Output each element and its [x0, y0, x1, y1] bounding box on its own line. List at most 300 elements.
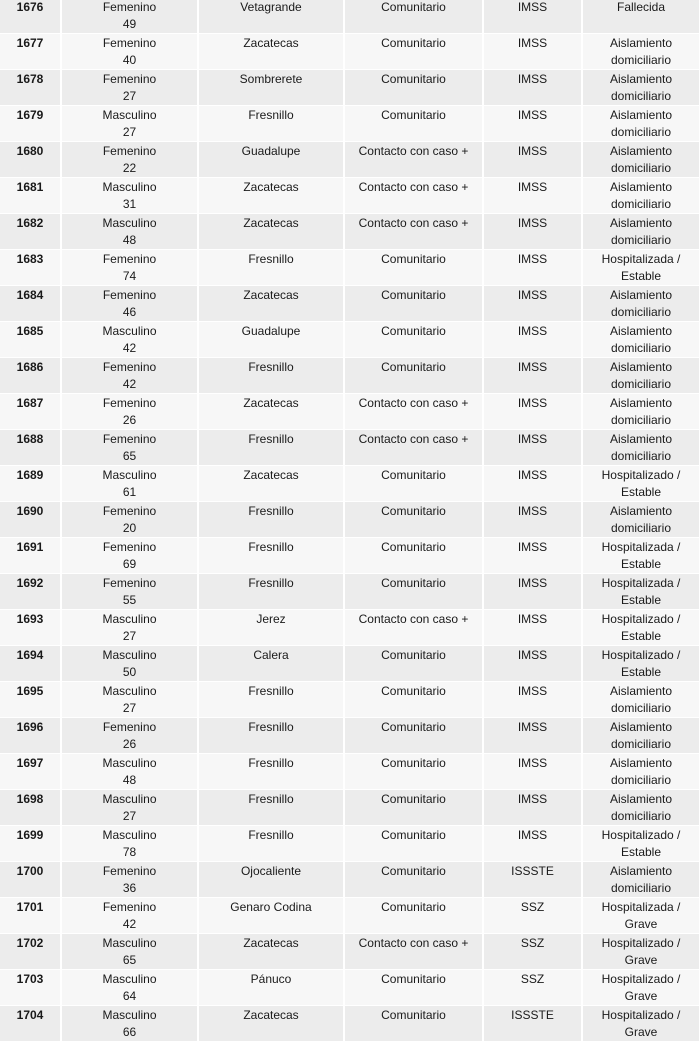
case-id-cell: 1691: [0, 538, 61, 574]
sex-age-cell: [61, 0, 198, 34]
transmission-type-cell: Contacto con caso +: [344, 430, 483, 466]
age-text: 64: [122, 989, 137, 1003]
case-id-cell: 1687: [0, 394, 61, 430]
institution-cell: SSZ: [483, 970, 582, 1006]
status-line-2: Grave: [624, 989, 658, 1003]
status-cell: [582, 502, 700, 538]
municipality-cell: Fresnillo: [198, 250, 344, 286]
status-line-1: Hospitalizado /: [601, 612, 681, 626]
municipality-cell: Fresnillo: [198, 718, 344, 754]
sex-text: Femenino: [102, 540, 157, 554]
municipality-cell: Genaro Codina: [198, 898, 344, 934]
municipality-cell: Zacatecas: [198, 214, 344, 250]
sex-text: Femenino: [102, 900, 157, 914]
status-cell: [582, 898, 700, 934]
table-row: [0, 250, 700, 286]
institution-cell: IMSS: [483, 214, 582, 250]
table-row: [0, 70, 700, 106]
table-row: [0, 286, 700, 322]
status-cell: [582, 790, 700, 826]
sex-age-cell: [61, 322, 198, 358]
status-line-2: domiciliario: [610, 521, 672, 535]
case-id-cell: 1703: [0, 970, 61, 1006]
status-line-2: Estable: [620, 485, 662, 499]
status-cell: [582, 970, 700, 1006]
status-line-2: domiciliario: [610, 125, 672, 139]
age-text: 74: [122, 269, 137, 283]
status-line-1: Aislamiento: [609, 432, 673, 446]
transmission-type-cell: Comunitario: [344, 970, 483, 1006]
case-id-cell: 1681: [0, 178, 61, 214]
institution-cell: IMSS: [483, 178, 582, 214]
table-row: [0, 0, 700, 34]
age-text: 20: [122, 521, 137, 535]
transmission-type-cell: Comunitario: [344, 790, 483, 826]
status-cell: [582, 106, 700, 142]
municipality-cell: Jerez: [198, 610, 344, 646]
status-line-2: Grave: [624, 953, 658, 967]
sex-age-cell: [61, 106, 198, 142]
status-line-1: Hospitalizado /: [601, 828, 681, 842]
table-row: [0, 646, 700, 682]
sex-text: Masculino: [102, 684, 157, 698]
municipality-cell: Sombrerete: [198, 70, 344, 106]
institution-cell: IMSS: [483, 430, 582, 466]
sex-text: Femenino: [102, 36, 157, 50]
status-line-2: domiciliario: [610, 161, 672, 175]
case-id-cell: 1697: [0, 754, 61, 790]
age-text: 31: [122, 197, 137, 211]
sex-text: Masculino: [102, 1008, 157, 1022]
age-text: 42: [122, 377, 137, 391]
status-line-1: Hospitalizada /: [601, 576, 681, 590]
case-id-cell: 1695: [0, 682, 61, 718]
age-text: 46: [122, 305, 137, 319]
status-line-1: Aislamiento: [609, 504, 673, 518]
status-line-1: Aislamiento: [609, 396, 673, 410]
status-line-1: Hospitalizado /: [601, 936, 681, 950]
status-cell: [582, 574, 700, 610]
transmission-type-cell: Comunitario: [344, 1006, 483, 1042]
sex-text: Masculino: [102, 792, 157, 806]
institution-cell: IMSS: [483, 538, 582, 574]
status-line-1: Aislamiento: [609, 216, 673, 230]
municipality-cell: Zacatecas: [198, 466, 344, 502]
municipality-cell: Fresnillo: [198, 682, 344, 718]
age-text: 42: [122, 917, 137, 931]
status-cell: [582, 142, 700, 178]
sex-text: Masculino: [102, 756, 157, 770]
transmission-type-cell: Comunitario: [344, 718, 483, 754]
status-line-1: Hospitalizada /: [601, 252, 681, 266]
status-line-1: Aislamiento: [609, 288, 673, 302]
municipality-cell: Fresnillo: [198, 754, 344, 790]
transmission-type-cell: Comunitario: [344, 466, 483, 502]
transmission-type-cell: Comunitario: [344, 574, 483, 610]
transmission-type-cell: Comunitario: [344, 70, 483, 106]
sex-text: Masculino: [102, 468, 157, 482]
table-row: [0, 934, 700, 970]
municipality-cell: Fresnillo: [198, 430, 344, 466]
case-id-cell: 1692: [0, 574, 61, 610]
sex-text: Masculino: [102, 936, 157, 950]
case-id-cell: 1680: [0, 142, 61, 178]
institution-cell: IMSS: [483, 754, 582, 790]
age-text: 42: [122, 341, 137, 355]
institution-cell: IMSS: [483, 826, 582, 862]
table-row: [0, 322, 700, 358]
age-text: 61: [122, 485, 137, 499]
status-line-1: Hospitalizado /: [601, 1008, 681, 1022]
institution-cell: IMSS: [483, 646, 582, 682]
sex-age-cell: [61, 430, 198, 466]
table-row: [0, 970, 700, 1006]
sex-age-cell: [61, 646, 198, 682]
status-cell: [582, 610, 700, 646]
municipality-cell: Zacatecas: [198, 1006, 344, 1042]
case-id-cell: 1704: [0, 1006, 61, 1042]
sex-age-cell: [61, 754, 198, 790]
status-line-2: domiciliario: [610, 449, 672, 463]
table-row: [0, 430, 700, 466]
status-cell: [582, 934, 700, 970]
table-row: [0, 610, 700, 646]
age-text: 65: [122, 449, 137, 463]
municipality-cell: Fresnillo: [198, 574, 344, 610]
table-row: [0, 34, 700, 70]
institution-cell: IMSS: [483, 718, 582, 754]
institution-cell: IMSS: [483, 142, 582, 178]
table-row: [0, 106, 700, 142]
institution-cell: IMSS: [483, 682, 582, 718]
status-line-2: domiciliario: [610, 881, 672, 895]
status-line-1: Fallecida: [616, 0, 666, 14]
sex-age-cell: [61, 934, 198, 970]
sex-age-cell: [61, 610, 198, 646]
status-line-1: Aislamiento: [609, 108, 673, 122]
age-text: 26: [122, 737, 137, 751]
sex-age-cell: [61, 466, 198, 502]
status-line-2: domiciliario: [610, 377, 672, 391]
table-row: [0, 1006, 700, 1042]
municipality-cell: Vetagrande: [198, 0, 344, 34]
table-row: [0, 214, 700, 250]
table-row: [0, 826, 700, 862]
sex-text: Masculino: [102, 324, 157, 338]
case-id-cell: 1701: [0, 898, 61, 934]
status-line-1: Aislamiento: [609, 360, 673, 374]
status-line-2: domiciliario: [610, 737, 672, 751]
municipality-cell: Zacatecas: [198, 394, 344, 430]
sex-text: Femenino: [102, 396, 157, 410]
case-id-cell: 1679: [0, 106, 61, 142]
table-row: [0, 574, 700, 610]
case-id-cell: 1685: [0, 322, 61, 358]
table-row: [0, 358, 700, 394]
status-line-2: domiciliario: [610, 413, 672, 427]
transmission-type-cell: Comunitario: [344, 538, 483, 574]
municipality-cell: Fresnillo: [198, 790, 344, 826]
status-cell: [582, 682, 700, 718]
sex-age-cell: [61, 718, 198, 754]
status-line-1: Aislamiento: [609, 72, 673, 86]
status-line-2: Estable: [620, 557, 662, 571]
status-line-2: Estable: [620, 269, 662, 283]
sex-age-cell: [61, 970, 198, 1006]
status-cell: [582, 70, 700, 106]
sex-text: Femenino: [102, 504, 157, 518]
transmission-type-cell: Comunitario: [344, 322, 483, 358]
transmission-type-cell: Contacto con caso +: [344, 214, 483, 250]
case-id-cell: 1682: [0, 214, 61, 250]
sex-age-cell: [61, 574, 198, 610]
case-id-cell: 1694: [0, 646, 61, 682]
status-line-1: Aislamiento: [609, 324, 673, 338]
sex-text: Masculino: [102, 648, 157, 662]
sex-text: Femenino: [102, 360, 157, 374]
municipality-cell: Zacatecas: [198, 286, 344, 322]
status-cell: [582, 394, 700, 430]
status-cell: [582, 322, 700, 358]
institution-cell: IMSS: [483, 250, 582, 286]
municipality-cell: Zacatecas: [198, 934, 344, 970]
status-line-2: Estable: [620, 593, 662, 607]
municipality-cell: Fresnillo: [198, 106, 344, 142]
case-id-cell: 1684: [0, 286, 61, 322]
status-line-2: domiciliario: [610, 341, 672, 355]
case-id-cell: 1688: [0, 430, 61, 466]
sex-text: Femenino: [102, 864, 157, 878]
sex-text: Femenino: [102, 252, 157, 266]
table-row: [0, 862, 700, 898]
status-line-2: Estable: [620, 845, 662, 859]
municipality-cell: Zacatecas: [198, 34, 344, 70]
transmission-type-cell: Contacto con caso +: [344, 394, 483, 430]
case-id-cell: 1702: [0, 934, 61, 970]
sex-age-cell: [61, 826, 198, 862]
transmission-type-cell: Contacto con caso +: [344, 178, 483, 214]
status-line-1: Aislamiento: [609, 756, 673, 770]
institution-cell: IMSS: [483, 502, 582, 538]
institution-cell: IMSS: [483, 34, 582, 70]
sex-age-cell: [61, 898, 198, 934]
status-line-2: domiciliario: [610, 53, 672, 67]
municipality-cell: Fresnillo: [198, 538, 344, 574]
table-row: [0, 394, 700, 430]
status-cell: [582, 466, 700, 502]
transmission-type-cell: Comunitario: [344, 682, 483, 718]
municipality-cell: Guadalupe: [198, 322, 344, 358]
case-id-cell: 1696: [0, 718, 61, 754]
age-text: 66: [122, 1025, 137, 1039]
age-text: 50: [122, 665, 137, 679]
institution-cell: SSZ: [483, 898, 582, 934]
sex-age-cell: [61, 250, 198, 286]
sex-text: Femenino: [102, 720, 157, 734]
status-line-1: Aislamiento: [609, 792, 673, 806]
case-id-cell: 1699: [0, 826, 61, 862]
status-line-1: Hospitalizado /: [601, 648, 681, 662]
sex-text: Masculino: [102, 180, 157, 194]
status-line-2: Grave: [624, 1025, 658, 1039]
age-text: 36: [122, 881, 137, 895]
table-row: [0, 682, 700, 718]
status-cell: [582, 538, 700, 574]
status-line-1: Aislamiento: [609, 864, 673, 878]
status-cell: [582, 358, 700, 394]
status-line-1: Hospitalizado /: [601, 972, 681, 986]
sex-age-cell: [61, 286, 198, 322]
sex-text: Femenino: [102, 576, 157, 590]
sex-age-cell: [61, 394, 198, 430]
age-text: 27: [122, 629, 137, 643]
status-line-2: domiciliario: [610, 701, 672, 715]
transmission-type-cell: Comunitario: [344, 862, 483, 898]
table-row: [0, 466, 700, 502]
institution-cell: IMSS: [483, 358, 582, 394]
age-text: 69: [122, 557, 137, 571]
transmission-type-cell: Comunitario: [344, 898, 483, 934]
case-id-cell: 1677: [0, 34, 61, 70]
sex-age-cell: [61, 502, 198, 538]
age-text: 78: [122, 845, 137, 859]
table-row: [0, 178, 700, 214]
transmission-type-cell: Contacto con caso +: [344, 610, 483, 646]
municipality-cell: Calera: [198, 646, 344, 682]
age-text: 26: [122, 413, 137, 427]
institution-cell: IMSS: [483, 70, 582, 106]
age-text: 27: [122, 809, 137, 823]
status-line-1: Hospitalizado /: [601, 468, 681, 482]
institution-cell: IMSS: [483, 0, 582, 34]
status-cell: [582, 862, 700, 898]
age-text: 48: [122, 233, 137, 247]
case-id-cell: 1698: [0, 790, 61, 826]
municipality-cell: Ojocaliente: [198, 862, 344, 898]
sex-age-cell: [61, 70, 198, 106]
status-line-2: domiciliario: [610, 233, 672, 247]
sex-text: Masculino: [102, 612, 157, 626]
age-text: 27: [122, 125, 137, 139]
sex-text: Femenino: [102, 0, 157, 14]
transmission-type-cell: Comunitario: [344, 502, 483, 538]
sex-age-cell: [61, 358, 198, 394]
sex-text: Femenino: [102, 432, 157, 446]
municipality-cell: Guadalupe: [198, 142, 344, 178]
institution-cell: SSZ: [483, 934, 582, 970]
sex-text: Masculino: [102, 108, 157, 122]
sex-text: Femenino: [102, 72, 157, 86]
status-cell: [582, 718, 700, 754]
status-line-1: Aislamiento: [609, 36, 673, 50]
sex-age-cell: [61, 1006, 198, 1042]
case-id-cell: 1686: [0, 358, 61, 394]
table-row: [0, 142, 700, 178]
status-cell: [582, 286, 700, 322]
sex-text: Masculino: [102, 216, 157, 230]
age-text: 27: [122, 89, 137, 103]
case-id-cell: 1700: [0, 862, 61, 898]
institution-cell: IMSS: [483, 322, 582, 358]
status-line-1: Aislamiento: [609, 684, 673, 698]
table-row: [0, 754, 700, 790]
transmission-type-cell: Comunitario: [344, 286, 483, 322]
status-cell: [582, 178, 700, 214]
municipality-cell: Pánuco: [198, 970, 344, 1006]
sex-age-cell: [61, 142, 198, 178]
status-cell: [582, 0, 700, 34]
municipality-cell: Fresnillo: [198, 502, 344, 538]
sex-age-cell: [61, 214, 198, 250]
age-text: 55: [122, 593, 137, 607]
case-id-cell: 1689: [0, 466, 61, 502]
institution-cell: IMSS: [483, 790, 582, 826]
status-line-2: Estable: [620, 629, 662, 643]
table-row: [0, 898, 700, 934]
status-line-2: Estable: [620, 665, 662, 679]
transmission-type-cell: Comunitario: [344, 754, 483, 790]
institution-cell: IMSS: [483, 466, 582, 502]
status-cell: [582, 214, 700, 250]
transmission-type-cell: Comunitario: [344, 106, 483, 142]
status-cell: [582, 1006, 700, 1042]
status-line-1: Aislamiento: [609, 144, 673, 158]
municipality-cell: Fresnillo: [198, 826, 344, 862]
case-id-cell: 1693: [0, 610, 61, 646]
status-line-2: domiciliario: [610, 197, 672, 211]
transmission-type-cell: Comunitario: [344, 646, 483, 682]
table-row: [0, 790, 700, 826]
transmission-type-cell: Comunitario: [344, 826, 483, 862]
table-row: [0, 538, 700, 574]
status-line-2: domiciliario: [610, 773, 672, 787]
sex-age-cell: [61, 34, 198, 70]
status-line-2: domiciliario: [610, 305, 672, 319]
status-line-2: Grave: [624, 917, 658, 931]
status-cell: [582, 826, 700, 862]
case-id-cell: 1690: [0, 502, 61, 538]
municipality-cell: Fresnillo: [198, 358, 344, 394]
age-text: 40: [122, 53, 137, 67]
table-row: [0, 718, 700, 754]
transmission-type-cell: Comunitario: [344, 358, 483, 394]
sex-age-cell: [61, 538, 198, 574]
institution-cell: ISSSTE: [483, 1006, 582, 1042]
status-line-2: domiciliario: [610, 809, 672, 823]
transmission-type-cell: Contacto con caso +: [344, 934, 483, 970]
municipality-cell: Zacatecas: [198, 178, 344, 214]
transmission-type-cell: Comunitario: [344, 250, 483, 286]
sex-age-cell: [61, 682, 198, 718]
sex-text: Femenino: [102, 288, 157, 302]
status-line-1: Hospitalizada /: [601, 540, 681, 554]
institution-cell: IMSS: [483, 286, 582, 322]
transmission-type-cell: Contacto con caso +: [344, 142, 483, 178]
age-text: 49: [122, 17, 137, 31]
status-line-1: Aislamiento: [609, 180, 673, 194]
table-row: [0, 502, 700, 538]
case-id-cell: 1678: [0, 70, 61, 106]
case-id-cell: 1676: [0, 0, 61, 34]
institution-cell: IMSS: [483, 106, 582, 142]
status-cell: [582, 34, 700, 70]
age-text: 27: [122, 701, 137, 715]
sex-age-cell: [61, 790, 198, 826]
status-line-1: Hospitalizada /: [601, 900, 681, 914]
sex-age-cell: [61, 862, 198, 898]
status-cell: [582, 754, 700, 790]
sex-age-cell: [61, 178, 198, 214]
